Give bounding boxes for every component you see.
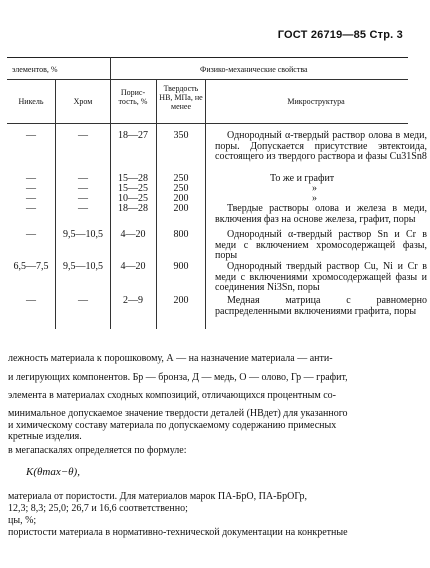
table-cell-cr: — <box>78 203 88 214</box>
table-cell-ni: — <box>26 193 36 204</box>
table-cell-microstructure: То же и графит <box>270 173 335 184</box>
table-cell-hardness: 250 <box>173 173 189 184</box>
table-cell-porosity: 4—20 <box>120 261 146 272</box>
col-header-porosity: Порис-тость, % <box>118 88 148 106</box>
table-cell-hardness: 200 <box>173 203 189 214</box>
table-cell-porosity: 18—28 <box>118 203 148 214</box>
text-line: и химическому составу материала по допускаемому содержанию примесных <box>8 420 337 431</box>
group-header-elements: элементов, % <box>12 65 58 74</box>
table-cell-ni: 6,5—7,5 <box>13 261 49 272</box>
table-cell-hardness: 350 <box>173 130 189 141</box>
col-header-microstructure: Микроструктура <box>287 97 345 106</box>
table-cell-cr: — <box>78 193 88 204</box>
table-cell-ni: — <box>26 229 36 240</box>
table-cell-microstructure: Медная матрица с равномерно распределенными включениями графита, поры <box>215 295 427 317</box>
text-line: лежность материала к порошковому, А — на назначение материала — анти- <box>8 353 333 364</box>
table-cell-ni: — <box>26 173 36 184</box>
table-cell-porosity: 15—28 <box>118 173 148 184</box>
table-top-rule <box>7 57 408 58</box>
table-cell-cr: — <box>78 295 88 306</box>
table-cell-porosity: 10—25 <box>118 193 148 204</box>
header-subrule <box>110 79 408 80</box>
table-cell-microstructure: Твердые растворы олова и железа в меди, включения фаз на основе железа, графит, поры <box>215 203 427 225</box>
text-line: в мегапаскалях определяется по формуле: <box>8 445 187 456</box>
col-divider-4 <box>205 79 206 329</box>
col-header-chrome: Хром <box>73 97 93 106</box>
col-header-nickel: Никель <box>18 97 44 106</box>
text-line: элемента в материалах сходных композиций, отличающихся процентным со- <box>8 390 336 401</box>
table-cell-ni: — <box>26 130 36 141</box>
table-cell-ni: — <box>26 203 36 214</box>
formula: K(θmax−θ), <box>26 466 80 478</box>
col-divider-2 <box>110 57 111 329</box>
table-cell-microstructure: » <box>312 183 317 194</box>
table-cell-hardness: 200 <box>173 193 189 204</box>
header-bottom-rule <box>7 123 408 124</box>
page-header: ГОСТ 26719—85 Стр. 3 <box>277 29 403 41</box>
text-line: цы, %; <box>8 515 37 526</box>
text-line: и легирующих компонентов. Бр — бронза, Д — медь, О — олово, Гр — графит, <box>8 372 348 383</box>
text-line: минимальное допускаемое значение твердости деталей (НВдет) для указанного <box>8 408 348 419</box>
table-cell-cr: — <box>78 130 88 141</box>
table-cell-porosity: 15—25 <box>118 183 148 194</box>
text-line: кретные изделия. <box>8 431 82 442</box>
table-cell-ni: — <box>26 295 36 306</box>
table-cell-porosity: 4—20 <box>120 229 146 240</box>
col-divider-3 <box>156 79 157 329</box>
table-cell-ni: — <box>26 183 36 194</box>
table-cell-porosity: 2—9 <box>123 295 143 306</box>
text-line: пористости материала в нормативно-технической документации на конкретные <box>8 527 348 538</box>
table-cell-microstructure: Однородный α-твердый раствор Sn и Cr в меди с включением хромосодержащей фазы, поры <box>215 229 427 261</box>
group-header-properties: Физико-механические свойства <box>200 65 308 74</box>
table-cell-microstructure: Однородный α-твердый раствор олова в меди, поры. Допускается присутствие эвтектоида, состоящего из твердого раствора и фазы Cu31Sn8 <box>215 130 427 162</box>
table-cell-hardness: 250 <box>173 183 189 194</box>
col-header-hardness: Твердость НВ, МПа, не менее <box>159 84 203 111</box>
text-line: материала от пористости. Для материалов марок ПА-БрО, ПА-БрОГр, <box>8 491 308 502</box>
table-cell-microstructure: Однородный твердый раствор Cu, Ni и Cr в меди с включениями хромосодержащей фазы и соединения Ni3Sn, поры <box>215 261 427 293</box>
table-cell-cr: 9,5—10,5 <box>63 229 103 240</box>
table-cell-hardness: 800 <box>173 229 189 240</box>
table-cell-hardness: 900 <box>173 261 189 272</box>
table-cell-hardness: 200 <box>173 295 189 306</box>
table-cell-cr: — <box>78 183 88 194</box>
table-cell-microstructure: » <box>312 193 317 204</box>
text-line: 12,3; 8,3; 25,0; 26,7 и 16,6 соответственно; <box>8 503 188 514</box>
table-cell-cr: — <box>78 173 88 184</box>
table-cell-porosity: 18—27 <box>118 130 148 141</box>
table-cell-cr: 9,5—10,5 <box>63 261 103 272</box>
